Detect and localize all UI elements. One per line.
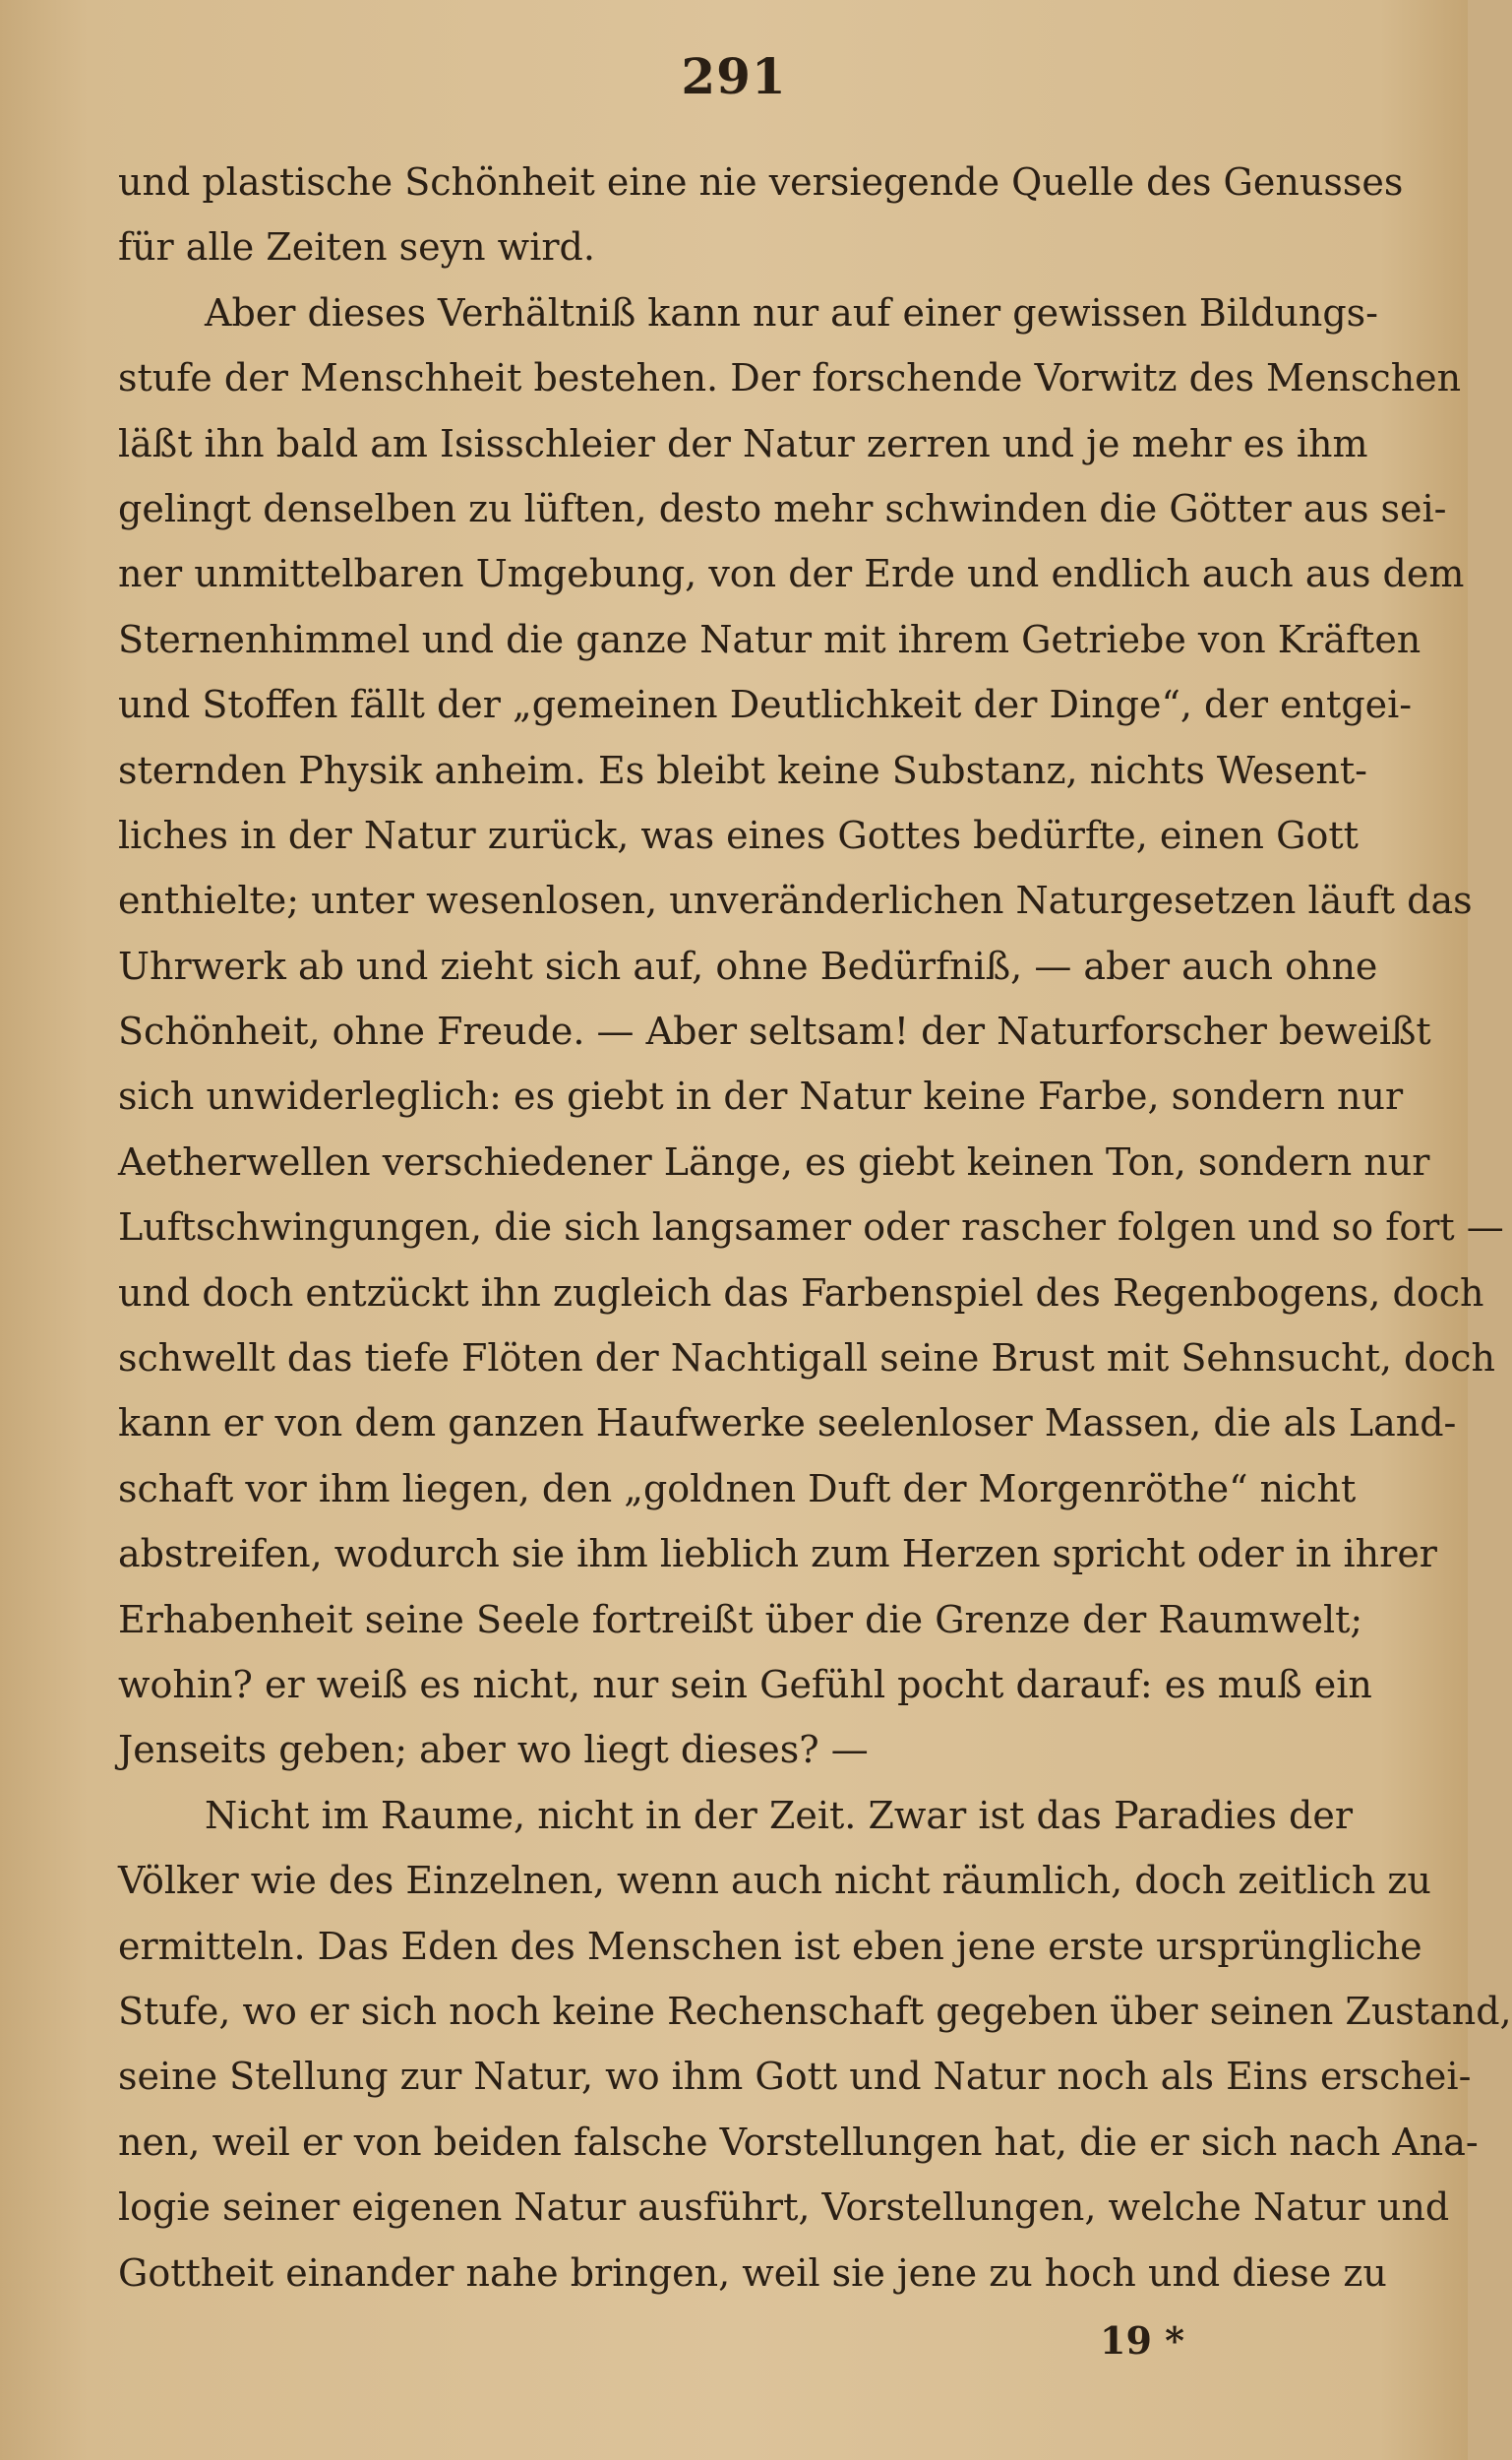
text-line: für alle Zeiten seyn wird.: [118, 225, 595, 270]
text-line: läßt ihn bald am Isisschleier der Natur zerren und je mehr es ihm: [118, 421, 1368, 465]
text-line: und Stoffen fällt der „gemeinen Deutlichkeit der Dinge“, der entgei-: [118, 683, 1413, 727]
text-line: schaft vor ihm liegen, den „goldnen Duft der Morgenröthe“ nicht: [118, 1466, 1357, 1510]
text-line: gelingt denselben zu lüften, desto mehr schwinden die Götter aus sei-: [118, 486, 1447, 530]
page-number: 291: [681, 47, 787, 105]
text-line: nen, weil er von beiden falsche Vorstellungen hat, die er sich nach Ana-: [118, 2120, 1479, 2164]
text-line: und plastische Schönheit eine nie versiegende Quelle des Genusses: [118, 160, 1404, 204]
text-line: Schönheit, ohne Freude. — Aber seltsam! der Naturforscher beweißt: [118, 1010, 1431, 1054]
text-line: Jenseits geben; aber wo liegt dieses? —: [118, 1728, 869, 1772]
text-line: schwellt das tiefe Flöten der Nachtigall seine Brust mit Sehnsucht, doch: [118, 1336, 1495, 1381]
text-line: enthielte; unter wesenlosen, unveränderlichen Naturgesetzen läuft das: [118, 879, 1473, 923]
text-line: liches in der Natur zurück, was eines Gottes bedürfte, einen Gott: [118, 813, 1359, 857]
text-line: Erhabenheit seine Seele fortreißt über die Grenze der Raumwelt;: [118, 1597, 1363, 1641]
text-line: logie seiner eigenen Natur ausführt, Vorstellungen, welche Natur und: [118, 2185, 1450, 2230]
text-line: Aetherwellen verschiedener Länge, es giebt keinen Ton, sondern nur: [118, 1139, 1430, 1184]
text-line: stufe der Menschheit bestehen. Der forschende Vorwitz des Menschen: [118, 356, 1462, 400]
text-line: Uhrwerk ab und zieht sich auf, ohne Bedürfniß, — aber auch ohne: [118, 944, 1378, 988]
text-line: seine Stellung zur Natur, wo ihm Gott und Natur noch als Eins erschei-: [118, 2055, 1472, 2099]
text-line: und doch entzückt ihn zugleich das Farbenspiel des Regenbogens, doch: [118, 1270, 1484, 1315]
text-line: ermitteln. Das Eden des Menschen ist eben jene erste ursprüngliche: [118, 1924, 1422, 1968]
text-line: abstreifen, wodurch sie ihm lieblich zum Herzen spricht oder in ihrer: [118, 1532, 1437, 1576]
text-line: Luftschwingungen, die sich langsamer oder rascher folgen und so fort —: [118, 1205, 1504, 1250]
text-line: wohin? er weiß es nicht, nur sein Gefühl pocht darauf: es muß ein: [118, 1662, 1372, 1706]
text-line: kann er von dem ganzen Haufwerke seelenloser Massen, die als Land-: [118, 1401, 1457, 1445]
body-text: [118, 150, 1512, 2306]
text-line: Nicht im Raume, nicht in der Zeit. Zwar ist das Paradies der: [205, 1793, 1353, 1837]
text-line: sich unwiderleglich: es giebt in der Natur keine Farbe, sondern nur: [118, 1075, 1404, 1119]
text-line: Gottheit einander nahe bringen, weil sie jene zu hoch und diese zu: [118, 2250, 1387, 2295]
text-line: ner unmittelbaren Umgebung, von der Erde und endlich auch aus dem: [118, 552, 1465, 596]
text-line: Sternenhimmel und die ganze Natur mit ihrem Getriebe von Kräften: [118, 617, 1421, 661]
signature-mark: 19 *: [1100, 2318, 1184, 2363]
text-line: Stufe, wo er sich noch keine Rechenschaft gegeben über seinen Zustand,: [118, 1989, 1512, 2033]
text-line: Völker wie des Einzelnen, wenn auch nicht räumlich, doch zeitlich zu: [118, 1859, 1431, 1903]
text-line: Aber dieses Verhältniß kann nur auf einer gewissen Bildungs-: [205, 290, 1379, 335]
text-line: sternden Physik anheim. Es bleibt keine Substanz, nichts Wesent-: [118, 748, 1367, 792]
